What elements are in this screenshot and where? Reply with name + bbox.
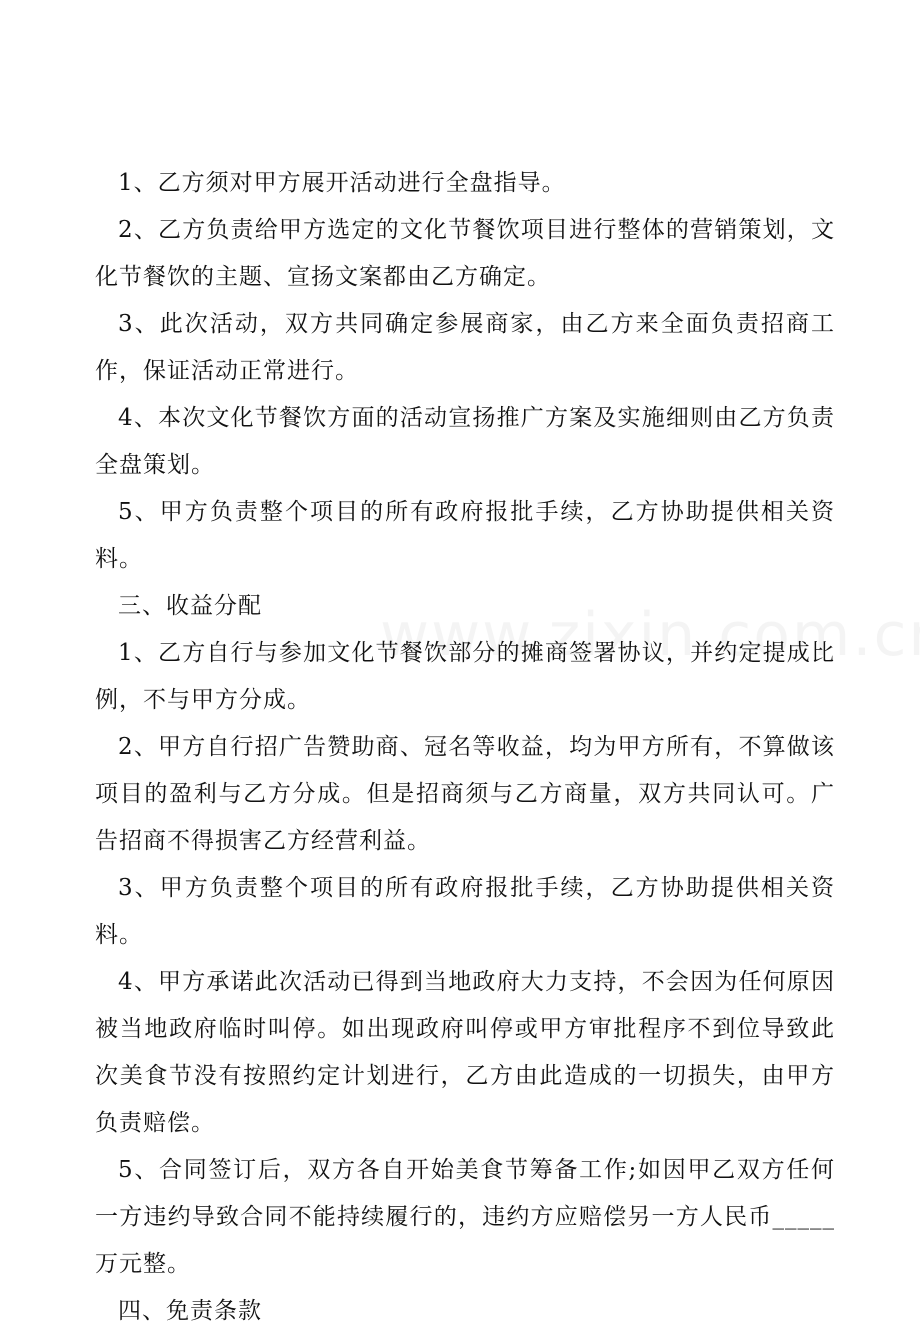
paragraph-2: 2、乙方负责给甲方选定的文化节餐饮项目进行整体的营销策划，文化节餐饮的主题、宣扬文案都由乙方确定。 [95,217,835,290]
paragraph-1: 1、乙方须对甲方展开活动进行全盘指导。 [118,170,566,196]
paragraph-revenue-5: 5、合同签订后，双方各自开始美食节筹备工作;如因甲乙双方任何一方违约导致合同不能持续履行的，违约方应赔偿另一方人民币_____万元整。 [95,1157,835,1277]
paragraph-revenue-2: 2、甲方自行招广告赞助商、冠名等收益，均为甲方所有，不算做该项目的盈利与乙方分成。但是招商须与乙方商量，双方共同认可。广告招商不得损害乙方经营利益。 [95,734,835,854]
document-body [95,160,835,1335]
paragraph-4: 4、本次文化节餐饮方面的活动宣扬推广方案及实施细则由乙方负责全盘策划。 [95,405,835,478]
paragraph-revenue-1: 1、乙方自行与参加文化节餐饮部分的摊商签署协议，并约定提成比例，不与甲方分成。 [95,640,835,713]
paragraph-revenue-4: 4、甲方承诺此次活动已得到当地政府大力支持，不会因为任何原因被当地政府临时叫停。如出现政府叫停或甲方审批程序不到位导致此次美食节没有按照约定计划进行，乙方由此造成的一切损失，由甲方负责赔偿。 [95,969,835,1136]
paragraph-revenue-3: 3、甲方负责整个项目的所有政府报批手续，乙方协助提供相关资料。 [95,875,835,948]
paragraph-3: 3、此次活动，双方共同确定参展商家，由乙方来全面负责招商工作，保证活动正常进行。 [95,311,835,384]
section-heading-exemption: 四、免责条款 [118,1298,262,1324]
section-heading-revenue: 三、收益分配 [118,593,262,619]
paragraph-5: 5、甲方负责整个项目的所有政府报批手续，乙方协助提供相关资料。 [95,499,835,572]
